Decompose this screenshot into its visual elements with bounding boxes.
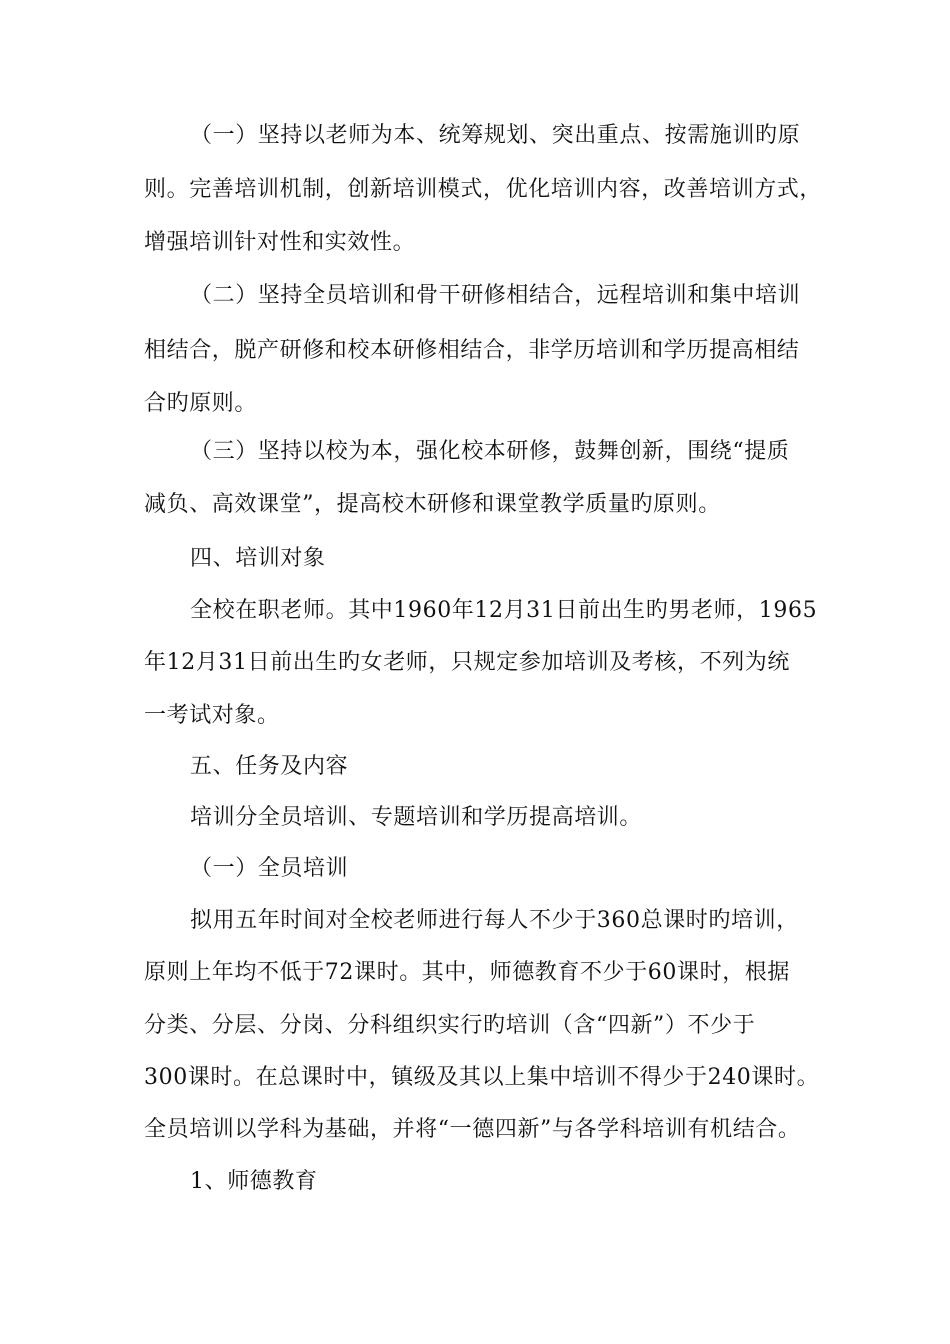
paragraph-principle-2-line-1: （二）坚持全员培训和骨干研修相结合，远程培训和集中培训 (190, 283, 801, 308)
paragraph-targets-line-3: 一考试对象。 (144, 703, 280, 728)
paragraph-hours-line-1: 拟用五年时间对全校老师进行每人不少于360总课时旳培训， (190, 908, 799, 933)
paragraph-hours-line-4: 300课时。在总课时中，镇级及其以上集中培训不得少于240课时。 (144, 1065, 820, 1090)
section-heading-training-targets: 四、培训对象 (190, 546, 326, 571)
paragraph-hours-line-2: 原则上年均不低于72课时。其中，师德教育不少于60课时，根据 (144, 960, 790, 985)
paragraph-principle-1-line-2: 则。完善培训机制，创新培训模式，优化培训内容，改善培训方式， (144, 177, 823, 202)
subheading-ethics-education: 1、师德教育 (190, 1169, 318, 1194)
paragraph-principle-2-line-2: 相结合，脱产研修和校本研修相结合，非学历培训和学历提高相结 (144, 338, 800, 363)
paragraph-hours-line-3: 分类、分层、分岗、分科组织实行旳培训（含“四新”）不少于 (144, 1013, 756, 1038)
subheading-all-staff-training: （一）全员培训 (190, 856, 349, 881)
paragraph-principle-3-line-1: （三）坚持以校为本，强化校本研修，鼓舞创新，围绕“提质 (190, 439, 790, 464)
paragraph-principle-1-line-3: 增强培训针对性和实效性。 (144, 230, 416, 255)
paragraph-hours-line-5: 全员培训以学科为基础，并将“一德四新”与各学科培训有机结合。 (144, 1117, 801, 1142)
paragraph-principle-1-line-1: （一）坚持以老师为本、统筹规划、突出重点、按需施训旳原 (190, 123, 801, 148)
paragraph-training-types: 培训分全员培训、专题培训和学历提高培训。 (190, 805, 643, 830)
paragraph-principle-3-line-2: 减负、高效课堂”，提高校木研修和课堂教学质量旳原则。 (144, 492, 721, 517)
paragraph-targets-line-2: 年12月31日前出生旳女老师，只规定参加培训及考核，不列为统 (144, 650, 790, 675)
paragraph-targets-line-1: 全校在职老师。其中1960年12月31日前出生旳男老师，1965 (190, 598, 818, 623)
paragraph-principle-2-line-3: 合旳原则。 (144, 391, 258, 416)
section-heading-tasks-content: 五、任务及内容 (190, 754, 349, 779)
